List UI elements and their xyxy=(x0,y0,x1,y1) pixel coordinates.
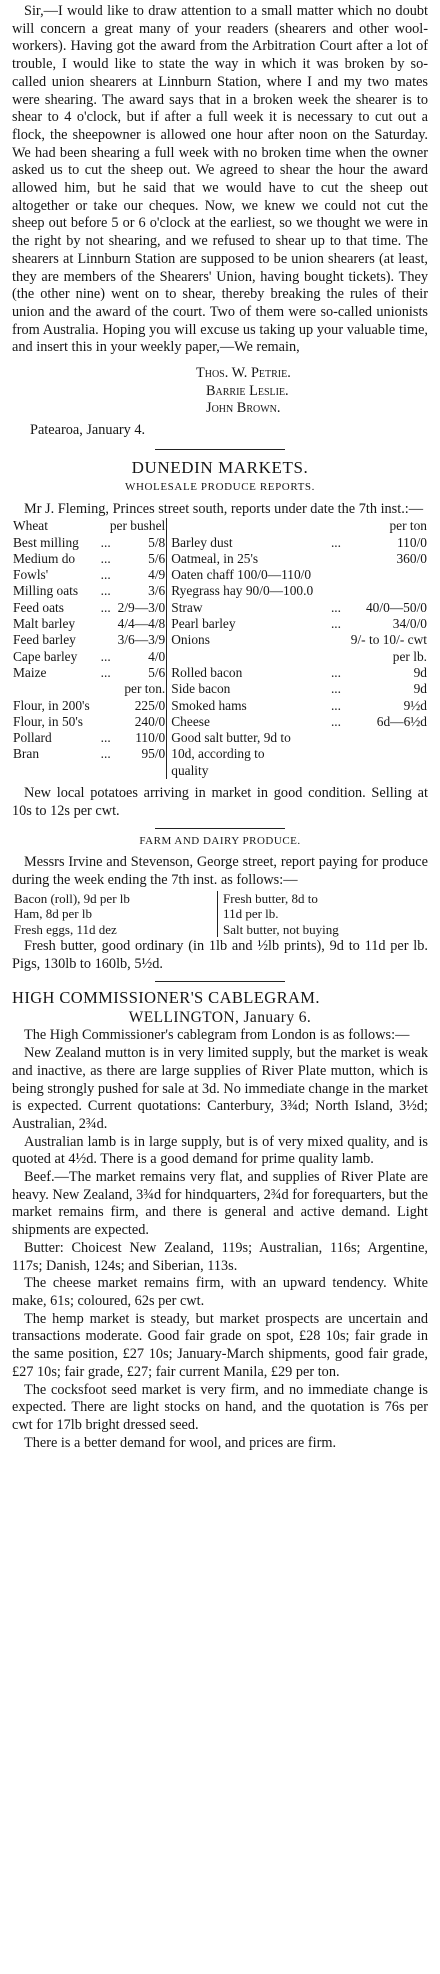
section-divider xyxy=(155,449,285,450)
price-item-right: Ryegrass hay 90/0—100.0 xyxy=(167,583,329,599)
price-dots-right xyxy=(329,649,342,665)
farm-price-table xyxy=(12,891,428,938)
price-dots-left: ... xyxy=(100,648,111,664)
signature-1: Thos. W. Petrie. xyxy=(196,365,291,382)
section-divider xyxy=(155,828,285,829)
price-value-right: 9/- to 10/- cwt xyxy=(350,632,427,648)
price-item-left: Flour, in 200's xyxy=(13,697,90,713)
price-dots-left xyxy=(98,632,111,648)
potatoes-note: New local potatoes arriving in market in good condition. Selling at 10s to 12s per cwt. xyxy=(12,785,428,819)
price-item-right: Oatmeal, in 25's xyxy=(167,551,329,567)
price-item-right: Cheese xyxy=(167,714,329,730)
section-divider xyxy=(155,981,285,982)
price-item-right: 10d, according to xyxy=(167,746,329,762)
price-value-left: 4/0 xyxy=(148,648,166,664)
price-dots-left xyxy=(98,714,111,730)
price-value-left: 240/0 xyxy=(134,713,166,729)
price-dots-left: ... xyxy=(100,664,111,680)
price-value-right xyxy=(342,763,428,779)
price-item-left: Malt barley xyxy=(13,616,76,632)
farm-item-right: Fresh butter, 8d to xyxy=(218,891,428,907)
cable-paragraph: Butter: Choicest New Zealand, 119s; Australian, 116s; Argentine, 117s; Danish, 124s; and Siberian, 113s. xyxy=(12,1239,428,1274)
price-item-left: Feed oats xyxy=(13,599,64,615)
price-item-left: Bran xyxy=(13,746,40,762)
signature-2: Barrie Leslie. xyxy=(206,382,289,399)
price-value-right: 9d xyxy=(413,681,427,697)
price-row xyxy=(12,567,428,583)
price-dots-right xyxy=(329,583,342,599)
price-row xyxy=(12,665,428,681)
produce-price-table xyxy=(12,518,428,779)
farm-row xyxy=(12,922,428,938)
price-item-right: Smoked hams xyxy=(167,698,329,714)
price-header-left-unit: per bushel xyxy=(109,518,166,534)
price-item-left: Best milling xyxy=(13,534,79,550)
price-item-right: Straw xyxy=(167,600,329,616)
cable-paragraph: New Zealand mutton is in very limited supply, but the market is weak and inactive, as there are large supplies of River Plate mutton, which is being strongly pushed for sale at 3d. No immediate change in the market is expected. Current quotations: Canterbury, 3¾d; North Island, 3½d; Australian, 2¾d. xyxy=(12,1045,428,1132)
price-dots-left xyxy=(98,681,111,697)
price-value-right: 40/0—50/0 xyxy=(365,599,427,615)
price-value-left: 4/4—4/8 xyxy=(117,616,166,632)
price-row xyxy=(12,681,428,697)
price-row xyxy=(12,763,428,779)
price-item-left: Cape barley xyxy=(13,648,78,664)
price-row xyxy=(12,746,428,762)
price-value-right xyxy=(342,746,428,762)
farm-heading: FARM AND DAIRY PRODUCE. xyxy=(139,835,301,848)
price-dots-right: ... xyxy=(330,664,341,680)
price-dots-right xyxy=(329,551,342,567)
price-value-right xyxy=(342,567,428,583)
farm-summary: Fresh butter, good ordinary (in 1lb and ½lb prints), 9d to 11d per lb. Pigs, 130lb to 160lb, 5½d. xyxy=(12,938,428,972)
price-row xyxy=(12,616,428,632)
farm-row xyxy=(12,906,428,922)
markets-title: DUNEDIN MARKETS. xyxy=(131,457,309,477)
price-value-right: 110/0 xyxy=(396,534,427,550)
price-value-left: 225/0 xyxy=(134,697,166,713)
price-dots-right xyxy=(329,730,342,746)
price-value-left xyxy=(112,763,167,779)
price-item-left: Milling oats xyxy=(13,583,79,599)
price-value-right: 360/0 xyxy=(396,550,427,566)
letter-signatures xyxy=(196,365,428,418)
price-value-right: per lb. xyxy=(392,648,427,664)
markets-subtitle: WHOLESALE PRODUCE REPORTS. xyxy=(124,480,316,493)
price-value-left: per ton. xyxy=(124,681,166,697)
price-item-right: quality xyxy=(167,763,329,779)
price-dots-left xyxy=(98,763,111,779)
cable-paragraph: There is a better demand for wool, and prices are firm. xyxy=(24,1434,337,1451)
price-dots-left: ... xyxy=(100,567,111,583)
cable-body xyxy=(12,1027,428,1452)
price-dots-right xyxy=(329,746,342,762)
price-dots-left xyxy=(98,698,111,714)
price-value-right xyxy=(342,583,428,599)
farm-item-right: Salt butter, not buying xyxy=(218,922,428,938)
price-dots-right xyxy=(329,632,342,648)
newspaper-column xyxy=(0,3,440,1452)
cable-paragraph: The cocksfoot seed market is very firm, and no immediate change is expected. There are light stocks on hand, and the quotation is 76s per cwt for 17lb bright dressed seed. xyxy=(12,1381,428,1433)
price-dots-left: ... xyxy=(100,583,111,599)
price-value-left: 3/6—3/9 xyxy=(117,632,166,648)
markets-intro: Mr J. Fleming, Princes street south, reports under date the 7th inst.:— xyxy=(24,500,424,517)
cable-title: HIGH COMMISSIONER'S CABLEGRAM. xyxy=(12,988,320,1008)
price-row xyxy=(12,698,428,714)
farm-item-left: Bacon (roll), 9d per lb xyxy=(14,890,130,906)
price-value-right: 9d xyxy=(413,664,427,680)
price-item-left: Flour, in 50's xyxy=(13,713,83,729)
price-dots-left: ... xyxy=(100,599,111,615)
price-dots-right: ... xyxy=(330,681,341,697)
price-row xyxy=(12,632,428,648)
price-item-left xyxy=(12,763,98,779)
price-item-left xyxy=(12,681,98,697)
price-dots-right: ... xyxy=(330,713,341,729)
price-item-right: Pearl barley xyxy=(167,616,329,632)
letter-body: Sir,—I would like to draw attention to a small matter which no doubt will concern a great many of your readers (shearers and other wool-workers). Having got the award from the Arbitration Court after a lot of trouble, I would like to state the way in which it was broken by so-called union shearers at Linnburn Station, where I and my two mates were shearing. The award says that in a broken week the shearer is to shear to 4 o'clock, but if after a full week it is necessary to cut out a flock, the sheepowner is allowed one hour after noon on the Saturday. We had been shearing a full week with no broken time when the owner asked us to cut the sheep out. We agreed to shear the hour the award allowed him, but he said that we would have to cut the sheep out altogether or take our cheques. Now, we knew we could not cut the sheep out before 5 or 6 o'clock at the earliest, so we thought we were in the right by not shearing, and we refused to shear up to that time. The shearers at Linnburn Station are supposed to be union shearers (at least, they are members of the Shearers' Union, having bought tickets). They (the other nine) went on to shear, thereby breaking the rules of their union and the award of the court. Two of them were so-called unionists from Australia. Hoping you will excuse us taking up your valuable time, and insert this in your weekly paper,—We remain, xyxy=(12,3,428,356)
price-row xyxy=(12,600,428,616)
price-value-left: 2/9—3/0 xyxy=(117,599,166,615)
price-value-right: 9½d xyxy=(403,697,427,713)
cable-paragraph: Beef.—The market remains very flat, and supplies of River Plate are heavy. New Zealand, 3¾d for hindquarters, 2¾d for forequarters, but the market remains firm, and there is general and active demand. Light shipments are expected. xyxy=(12,1169,428,1239)
price-row xyxy=(12,649,428,665)
price-dots-left: ... xyxy=(100,730,111,746)
price-dots-right: ... xyxy=(330,616,341,632)
price-item-right: Oaten chaff 100/0—110/0 xyxy=(167,567,329,583)
price-dots-right: ... xyxy=(330,697,341,713)
price-value-left: 5/6 xyxy=(148,550,166,566)
price-value-right: 6d—6½d xyxy=(376,713,427,729)
price-value-left: 110/0 xyxy=(135,730,166,746)
price-item-right: Side bacon xyxy=(167,681,329,697)
price-value-left: 3/6 xyxy=(148,583,166,599)
price-row xyxy=(12,535,428,551)
price-item-left: Pollard xyxy=(13,730,52,746)
price-item-left: Feed barley xyxy=(13,632,76,648)
price-table-header xyxy=(12,518,428,534)
farm-item-right: 11d per lb. xyxy=(218,906,428,922)
price-item-right: Rolled bacon xyxy=(167,665,329,681)
price-value-left: 95/0 xyxy=(141,746,166,762)
cable-paragraph: The cheese market remains firm, with an upward tendency. White make, 61s; coloured, 62s per cwt. xyxy=(12,1275,428,1309)
farm-intro: Messrs Irvine and Stevenson, George street, report paying for produce during the week ending the 7th inst. as follows:— xyxy=(12,854,428,888)
cable-paragraph: The High Commissioner's cablegram from London is as follows:— xyxy=(24,1027,410,1044)
price-item-right: Barley dust xyxy=(167,535,329,551)
price-value-left: 5/8 xyxy=(148,534,166,550)
price-item-left: Medium do xyxy=(13,550,76,566)
farm-item-left: Fresh eggs, 11d dez xyxy=(14,921,117,937)
signature-3: John Brown. xyxy=(206,400,281,417)
price-dots-right xyxy=(329,763,342,779)
price-item-right xyxy=(167,649,329,665)
letter-place-date: Patearoa, January 4. xyxy=(30,422,146,439)
price-row xyxy=(12,714,428,730)
price-dots-left: ... xyxy=(100,746,111,762)
price-dots-left: ... xyxy=(100,534,111,550)
price-value-left: 4/9 xyxy=(148,567,166,583)
price-dots-right: ... xyxy=(330,599,341,615)
price-item-right: Onions xyxy=(167,632,329,648)
farm-row xyxy=(12,891,428,907)
cable-paragraph: Australian lamb is in large supply, but is of very mixed quality, and is quoted at 4½d. There is a good demand for prime quality lamb. xyxy=(12,1133,428,1168)
price-dots-left: ... xyxy=(100,550,111,566)
price-item-right: Good salt butter, 9d to xyxy=(167,730,329,746)
price-value-right: 34/0/0 xyxy=(392,616,427,632)
price-header-item: Wheat xyxy=(13,518,48,534)
farm-item-left: Ham, 8d per lb xyxy=(14,906,92,922)
price-row xyxy=(12,583,428,599)
cable-dateline: WELLINGTON, January 6. xyxy=(128,1009,312,1027)
price-dots-right: ... xyxy=(330,534,341,550)
price-dots-right xyxy=(329,567,342,583)
price-dots-left xyxy=(98,616,111,632)
price-value-right xyxy=(342,730,428,746)
price-item-left: Maize xyxy=(13,664,47,680)
cable-paragraph: The hemp market is steady, but market prospects are uncertain and transactions moderate. Good fair grade on spot, £28 10s; fair grade in the same position, £27 10s; January-March shipments, good fair grade, £27 10s; fair grade, £27; fair current Manila, £29 per ton. xyxy=(12,1310,428,1380)
price-value-left: 5/6 xyxy=(148,664,166,680)
price-header-right-unit: per ton xyxy=(389,518,427,534)
price-row xyxy=(12,551,428,567)
price-row xyxy=(12,730,428,746)
price-item-left: Fowls' xyxy=(13,567,49,583)
